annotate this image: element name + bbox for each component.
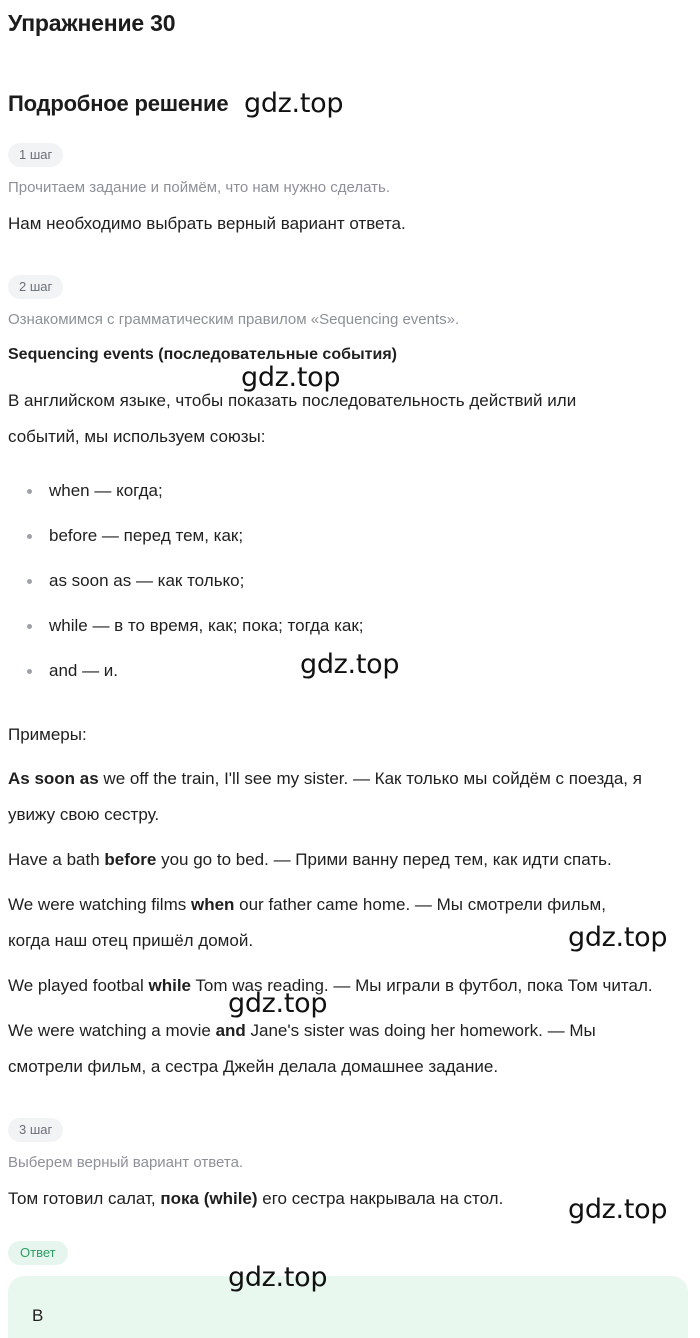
watermark: gdz.top xyxy=(568,1194,668,1225)
step-3-hint: Выберем верный вариант ответа. xyxy=(8,1154,244,1171)
example-text: Tom was reading. — Мы играли в футбол, пока Том читал. xyxy=(191,976,653,995)
example-text: we off the train, I'll see my sister. — Как только мы сойдём с поезда, я xyxy=(98,769,642,788)
step-3-text xyxy=(8,1189,503,1209)
answer-sentence-text: его сестра накрывала на стол. xyxy=(257,1189,504,1208)
bullet-dot xyxy=(27,579,32,584)
bullet-dot xyxy=(27,489,32,494)
example-keyword: and xyxy=(215,1021,246,1040)
rule-intro-line-2: событий, мы используем союзы: xyxy=(8,427,266,446)
list-item: and — и. xyxy=(49,661,119,680)
example-5-line-1 xyxy=(8,1021,596,1041)
rule-title: Sequencing events (последовательные события) xyxy=(8,346,397,363)
example-text: Jane's sister was doing her homework. — Мы xyxy=(245,1021,596,1040)
example-2 xyxy=(8,850,612,870)
answer-sentence-text: Том готовил салат, xyxy=(8,1189,161,1208)
page-title: Упражнение 30 xyxy=(8,10,176,36)
example-1-line-2: увижу свою сестру. xyxy=(8,805,160,824)
watermark: gdz.top xyxy=(228,1262,328,1293)
answer-value: B xyxy=(32,1306,44,1325)
example-keyword: when xyxy=(190,895,235,914)
example-1-line-1 xyxy=(8,769,642,789)
list-item: as soon as — как только; xyxy=(49,571,245,590)
answer-badge: Ответ xyxy=(8,1241,68,1265)
solution-heading: Подробное решение xyxy=(8,91,229,116)
example-text: We were watching a movie xyxy=(8,1021,216,1040)
example-text: We played footbal xyxy=(8,976,149,995)
example-keyword: As soon as xyxy=(8,769,99,788)
example-text: you go to bed. — Прими ванну перед тем, как идти спать. xyxy=(156,850,612,869)
step-2-hint: Ознакомимся с грамматическим правилом «Sequencing events». xyxy=(8,311,460,328)
answer-keyword: пока (while) xyxy=(160,1189,258,1208)
answer-box xyxy=(8,1276,688,1338)
examples-label: Примеры: xyxy=(8,725,87,744)
step-1-text: Нам необходимо выбрать верный вариант ответа. xyxy=(8,214,406,233)
example-text: our father came home. — Мы смотрели фильм, xyxy=(234,895,606,914)
list-item: while — в то время, как; пока; тогда как; xyxy=(49,616,364,635)
example-4 xyxy=(8,976,653,996)
list-item: before — перед тем, как; xyxy=(49,526,244,545)
rule-intro-line-1: В английском языке, чтобы показать последовательность действий или xyxy=(8,391,577,410)
step-3-badge: 3 шаг xyxy=(8,1118,63,1142)
example-5-line-2: смотрели фильм, а сестра Джейн делала домашнее задание. xyxy=(8,1057,499,1076)
watermark: gdz.top xyxy=(228,988,328,1019)
watermark: gdz.top xyxy=(241,362,341,393)
bullet-dot xyxy=(27,669,32,674)
example-text: We were watching films xyxy=(8,895,191,914)
watermark: gdz.top xyxy=(568,922,668,953)
step-1-badge: 1 шаг xyxy=(8,143,63,167)
example-keyword: while xyxy=(148,976,192,995)
example-3-line-2: когда наш отец пришёл домой. xyxy=(8,931,254,950)
example-keyword: before xyxy=(104,850,157,869)
watermark: gdz.top xyxy=(244,88,344,119)
bullet-dot xyxy=(27,624,32,629)
bullet-dot xyxy=(27,534,32,539)
step-1-hint: Прочитаем задание и поймём, что нам нужно сделать. xyxy=(8,179,391,196)
example-text: Have a bath xyxy=(8,850,105,869)
watermark: gdz.top xyxy=(300,649,400,680)
step-2-badge: 2 шаг xyxy=(8,275,63,299)
example-3-line-1 xyxy=(8,895,606,915)
list-item: when — когда; xyxy=(49,481,163,500)
